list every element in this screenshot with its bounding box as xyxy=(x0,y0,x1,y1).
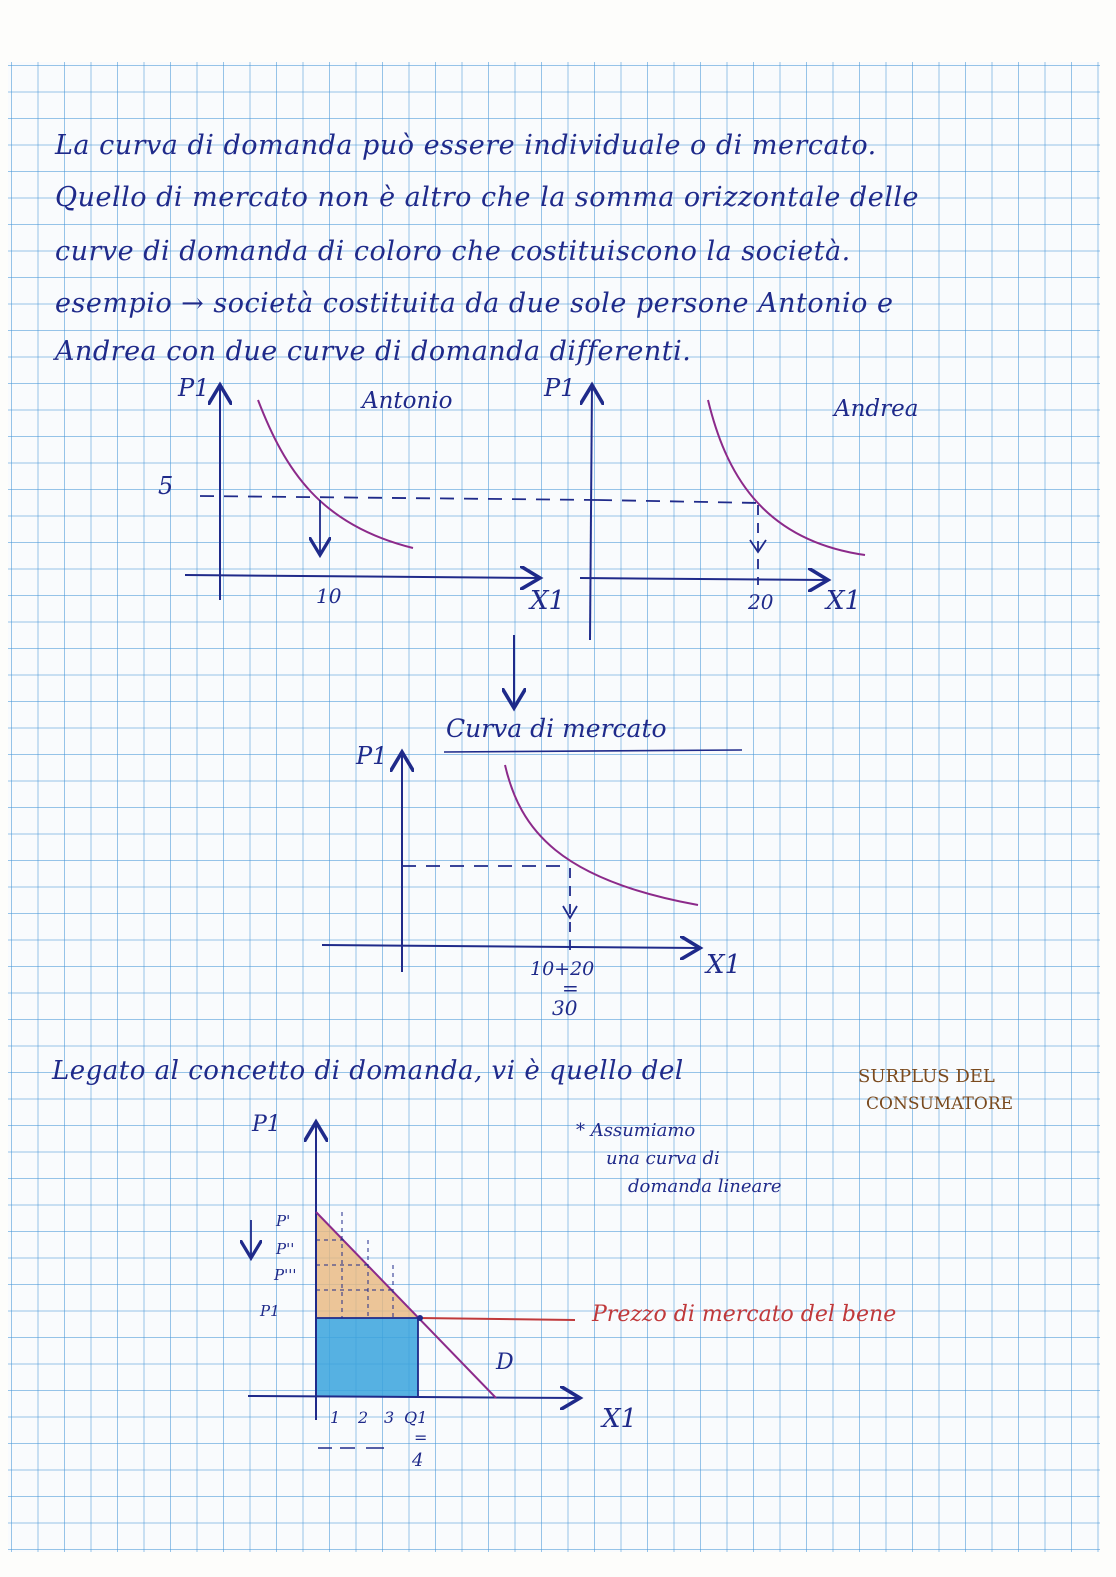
antonio-demand-graph xyxy=(185,385,598,600)
market-price-label: Prezzo di mercato del bene xyxy=(592,1302,897,1327)
surplus-x-axis-label: X1 xyxy=(602,1404,638,1434)
assumption-note-line-1: * Assumiamo xyxy=(576,1120,696,1141)
qty-tick-2: 2 xyxy=(358,1408,369,1427)
market-price-line xyxy=(418,1318,575,1320)
demand-label: D xyxy=(496,1350,514,1375)
market-curve-title: Curva di mercato xyxy=(446,714,667,743)
notes-line-2: Quello di mercato non è altro che la somma orizzontale delle xyxy=(55,182,919,213)
assumption-note-line-3: domanda lineare xyxy=(628,1176,782,1197)
market-qty-total: 30 xyxy=(552,996,578,1020)
antonio-x-axis-label: X1 xyxy=(530,586,566,616)
market-demand-curve xyxy=(505,765,698,905)
antonio-demand-curve xyxy=(258,400,413,548)
notes-linked-line: Legato al concetto di domanda, vi è quello del xyxy=(52,1056,684,1086)
andrea-demand-graph xyxy=(580,385,865,640)
antonio-price-dashed-line xyxy=(200,496,598,500)
antonio-y-axis-label: P1 xyxy=(178,374,210,402)
price-tick-p3: P''' xyxy=(274,1266,297,1284)
qty-tick-3: 3 xyxy=(384,1408,395,1427)
expenditure-area xyxy=(316,1318,418,1396)
surplus-y-axis-label: P1 xyxy=(252,1112,281,1137)
surplus-title-line-1: SURPLUS DEL xyxy=(858,1066,995,1087)
qty-tick-q1: Q1 xyxy=(404,1408,428,1427)
notes-line-3: curve di domanda di coloro che costituiscono la società. xyxy=(55,236,851,267)
andrea-demand-curve xyxy=(708,400,865,555)
market-demand-graph xyxy=(322,752,700,972)
notes-line-4: esempio → società costituita da due sole persone Antonio e xyxy=(55,288,894,319)
qty-value: 4 xyxy=(412,1450,424,1471)
market-qty-equals: = xyxy=(562,976,579,1000)
andrea-qty-tick: 20 xyxy=(748,590,774,614)
price-tick-p2: P'' xyxy=(276,1240,295,1258)
assumption-note-line-2: una curva di xyxy=(606,1148,720,1169)
antonio-qty-tick: 10 xyxy=(316,584,342,608)
antonio-graph-title: Antonio xyxy=(362,388,453,414)
market-y-axis-label: P1 xyxy=(356,742,388,770)
qty-tick-1: 1 xyxy=(330,1408,341,1427)
qty-equals: = xyxy=(414,1428,428,1447)
andrea-x-axis-label: X1 xyxy=(826,586,862,616)
market-x-axis-label: X1 xyxy=(706,950,742,980)
notes-line-5: Andrea con due curve di domanda differenti. xyxy=(55,336,692,367)
andrea-graph-title: Andrea xyxy=(834,396,919,422)
consumer-surplus-graph xyxy=(248,1122,580,1448)
surplus-title-line-2: CONSUMATORE xyxy=(866,1094,1014,1114)
price-tick-market: P1 xyxy=(260,1302,280,1320)
andrea-y-axis-label: P1 xyxy=(544,374,576,402)
notes-line-1: La curva di domanda può essere individuale o di mercato. xyxy=(55,130,877,161)
market-qty-tick: 10+20 xyxy=(530,958,595,980)
antonio-price-tick: 5 xyxy=(158,472,174,500)
price-tick-p1: P' xyxy=(276,1212,291,1230)
